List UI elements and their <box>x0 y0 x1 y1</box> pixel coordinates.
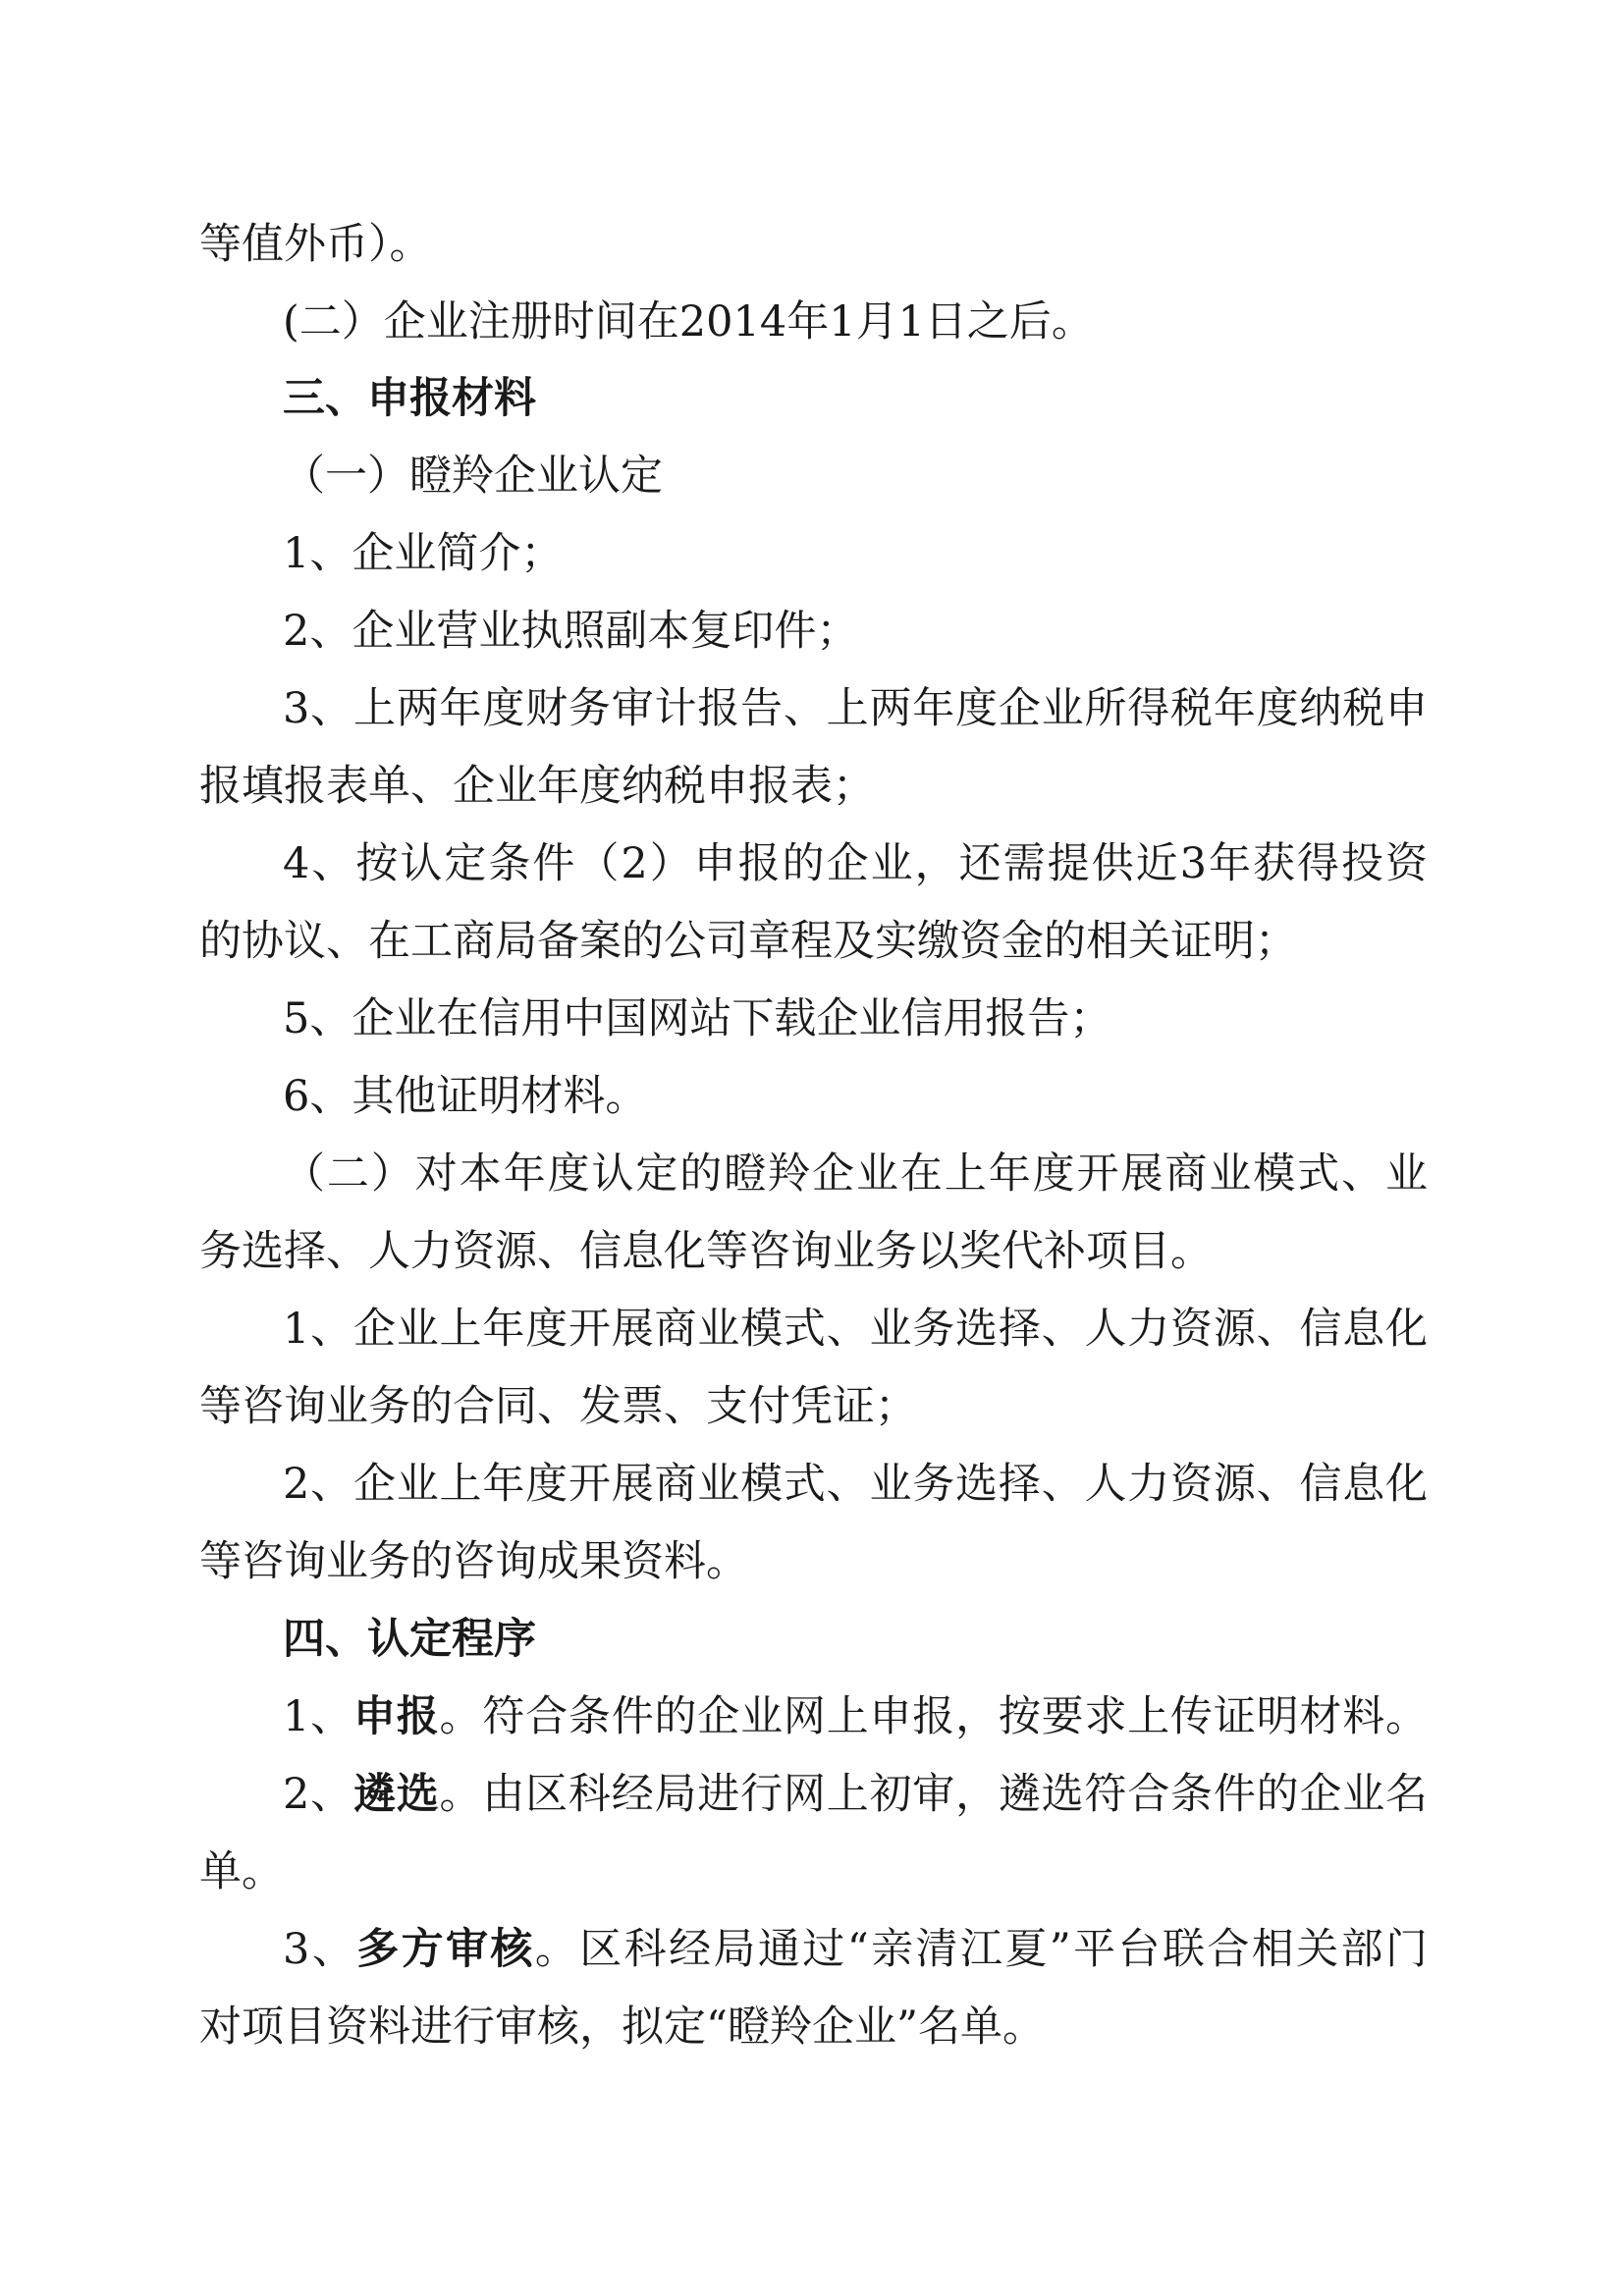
subsection-heading-continuation: 务选择、人力资源、信息化等咨询业务以奖代补项目。 <box>199 1227 1213 1276</box>
procedure-number: 1、 <box>283 1692 353 1741</box>
procedure-title: 多方审核 <box>356 1925 535 1974</box>
subsection-heading: （一）瞪羚企业认定 <box>283 452 663 501</box>
section-heading: 四、认定程序 <box>283 1615 536 1664</box>
procedure-item <box>283 1922 1428 1977</box>
subsection-heading: （二）对本年度认定的瞪羚企业在上年度开展商业模式、业 <box>283 1149 1428 1199</box>
section-heading: 三、申报材料 <box>283 374 536 423</box>
procedure-text: 。区科经局通过“亲清江夏”平台联合相关部门 <box>534 1925 1429 1974</box>
procedure-number: 3、 <box>283 1925 357 1974</box>
procedure-item <box>283 1689 1428 1744</box>
procedure-number: 2、 <box>283 1770 353 1819</box>
list-item: 4、按认定条件（2）申报的企业，还需提供近3年获得投资 <box>283 839 1428 888</box>
procedure-text: 。由区科经局进行网上初审，遴选符合条件的企业名 <box>439 1770 1429 1819</box>
list-item: 2、企业上年度开展商业模式、业务选择、人力资源、信息化 <box>283 1460 1428 1509</box>
list-item-continuation: 等咨询业务的咨询成果资料。 <box>199 1537 748 1586</box>
list-item-continuation: 报填报表单、企业年度纳税申报表； <box>199 762 875 811</box>
paragraph-line: 等值外币）。 <box>199 220 432 269</box>
list-item: 1、企业上年度开展商业模式、业务选择、人力资源、信息化 <box>283 1305 1428 1354</box>
procedure-title: 申报 <box>352 1692 440 1741</box>
procedure-item-continuation: 对项目资料进行审核，拟定“瞪羚企业”名单。 <box>199 2002 1045 2052</box>
procedure-item-continuation: 单。 <box>199 1847 284 1896</box>
procedure-item <box>283 1767 1428 1822</box>
paragraph-line: (二）企业注册时间在2014年1月1日之后。 <box>283 297 1094 347</box>
list-item: 1、企业简介； <box>283 529 564 578</box>
list-item: 6、其他证明材料。 <box>283 1072 648 1121</box>
list-item: 2、企业营业执照副本复印件； <box>283 607 859 656</box>
procedure-title: 遴选 <box>352 1770 440 1819</box>
list-item: 3、上两年度财务审计报告、上两年度企业所得税年度纳税申 <box>283 684 1428 733</box>
list-item-continuation: 的协议、在工商局备案的公司章程及实缴资金的相关证明； <box>199 917 1297 966</box>
list-item: 5、企业在信用中国网站下载企业信用报告； <box>283 994 1112 1043</box>
procedure-text: 。符合条件的企业网上申报，按要求上传证明材料。 <box>439 1692 1429 1741</box>
list-item-continuation: 等咨询业务的合同、发票、支付凭证； <box>199 1382 917 1431</box>
